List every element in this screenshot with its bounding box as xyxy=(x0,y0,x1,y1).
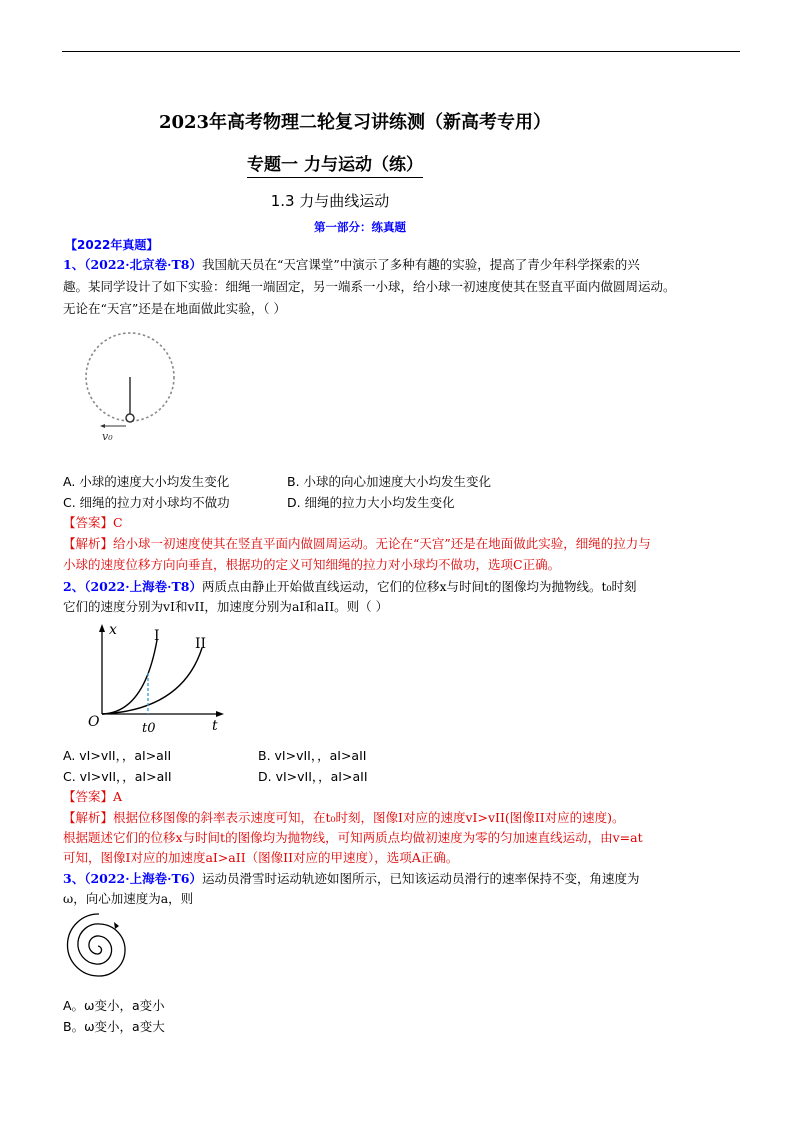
v0-label: v₀ xyxy=(102,430,113,443)
q1-circle-figure xyxy=(80,325,190,445)
q1-option-a: A. 小球的速度大小均发生变化 xyxy=(63,474,230,489)
q2-answer: 【答案】A xyxy=(63,789,123,804)
q1-number: 1、 xyxy=(63,257,85,272)
q3-option-a: A。ω变小，a变小 xyxy=(63,998,165,1013)
q3-line2: ω，向心加速度为a，则 xyxy=(63,891,194,906)
q3-source: （2022·上海卷·T6） xyxy=(84,871,202,886)
q2-analysis-3: 可知，图像I对应的加速度aI>aII（图像II对应的甲速度），选项A正确。 xyxy=(63,850,459,865)
q1-text-1: 我国航天员在“天宫课堂”中演示了多种有趣的实验，提高了青少年科学探索的兴 xyxy=(201,257,640,272)
q1-option-c: C. 细绳的拉力对小球均不做功 xyxy=(63,495,230,510)
q1-option-b: B. 小球的向心加速度大小均发生变化 xyxy=(287,474,492,489)
q2-line2: 它们的速度分别为vI和vII，加速度分别为aI和aII。则（ ） xyxy=(63,599,389,614)
q2-line1 xyxy=(63,578,637,596)
t-axis-arrow xyxy=(216,711,224,717)
spiral-arrowhead xyxy=(114,922,119,929)
q1-analysis-2: 小球的速度位移方向向垂直，根据功的定义可知细绳的拉力对小球均不做功，选项C正确。 xyxy=(63,557,561,572)
q3-option-b: B。ω变小，a变大 xyxy=(63,1019,165,1034)
q2-analysis-1: 【解析】根据位移图像的斜率表示速度可知，在t₀时刻，图像I对应的速度vI>vII(图像II对应的速度)。 xyxy=(63,810,625,825)
curve-ii-label: II xyxy=(195,636,207,652)
q2-option-c: C. vI>vII，，aI>aII xyxy=(63,769,172,784)
q2-option-d: D. vI>vII，，aI>aII xyxy=(258,769,368,784)
curve-ii xyxy=(102,648,202,714)
t0-label: t0 xyxy=(142,721,156,736)
ball-circle xyxy=(126,414,134,422)
q3-number: 3、 xyxy=(63,871,85,886)
q2-option-a: A. vI>vII，，aI>aII xyxy=(63,748,172,763)
curve-i-label: I xyxy=(154,628,160,644)
q2-source: （2022·上海卷·T8） xyxy=(84,579,202,594)
topic-title-text: 专题一 力与运动（练） xyxy=(247,155,423,178)
q2-option-b: B. vI>vII，，aI>aII xyxy=(258,748,367,763)
header-rule xyxy=(62,51,740,52)
year-tag: 【2022年真题】 xyxy=(65,238,159,252)
section-title: 1.3 力与曲线运动 xyxy=(270,192,390,210)
q1-line1 xyxy=(63,256,640,274)
part-title: 第一部分：练真题 xyxy=(314,220,406,234)
origin-label: O xyxy=(88,714,100,730)
q1-source: （2022·北京卷·T8） xyxy=(84,257,202,272)
q1-option-d: D. 细绳的拉力大小均发生变化 xyxy=(287,495,455,510)
q1-analysis-1: 【解析】给小球一初速度使其在竖直平面内做圆周运动。无论在“天宫”还是在地面做此实验，细绳的拉力与 xyxy=(63,536,651,551)
q3-text-1: 运动员滑雪时运动轨迹如图所示，已知该运动员滑行的速率保持不变，角速度为 xyxy=(201,871,640,886)
q1-line2: 趣。某同学设计了如下实验：细绳一端固定，另一端系一小球，给小球一初速度使其在竖直平面内做圆周运动。 xyxy=(63,279,676,294)
q3-spiral-figure xyxy=(62,910,134,988)
curve-i xyxy=(102,640,157,714)
q1-line3: 无论在“天宫”还是在地面做此实验，（ ） xyxy=(63,301,287,316)
spiral-path xyxy=(67,914,125,976)
q2-graph-figure xyxy=(82,618,242,738)
x-axis-arrow xyxy=(99,624,105,632)
q1-answer: 【答案】C xyxy=(63,515,123,530)
velocity-arrowhead xyxy=(100,424,105,428)
topic-title xyxy=(205,150,465,175)
q2-analysis-2: 根据题述它们的位移x与时间t的图像均为抛物线，可知两质点均做初速度为零的匀加速直线运动，由v=at xyxy=(63,830,643,845)
t-axis-label: t xyxy=(212,718,218,734)
q2-number: 2、 xyxy=(63,579,85,594)
main-title: 2023年高考物理二轮复习讲练测（新高考专用） xyxy=(158,112,552,133)
x-axis-label: x xyxy=(109,622,117,638)
q2-text-1: 两质点由静止开始做直线运动，它们的位移x与时间t的图像均为抛物线。t₀时刻 xyxy=(201,579,637,594)
q3-line1 xyxy=(63,870,639,888)
